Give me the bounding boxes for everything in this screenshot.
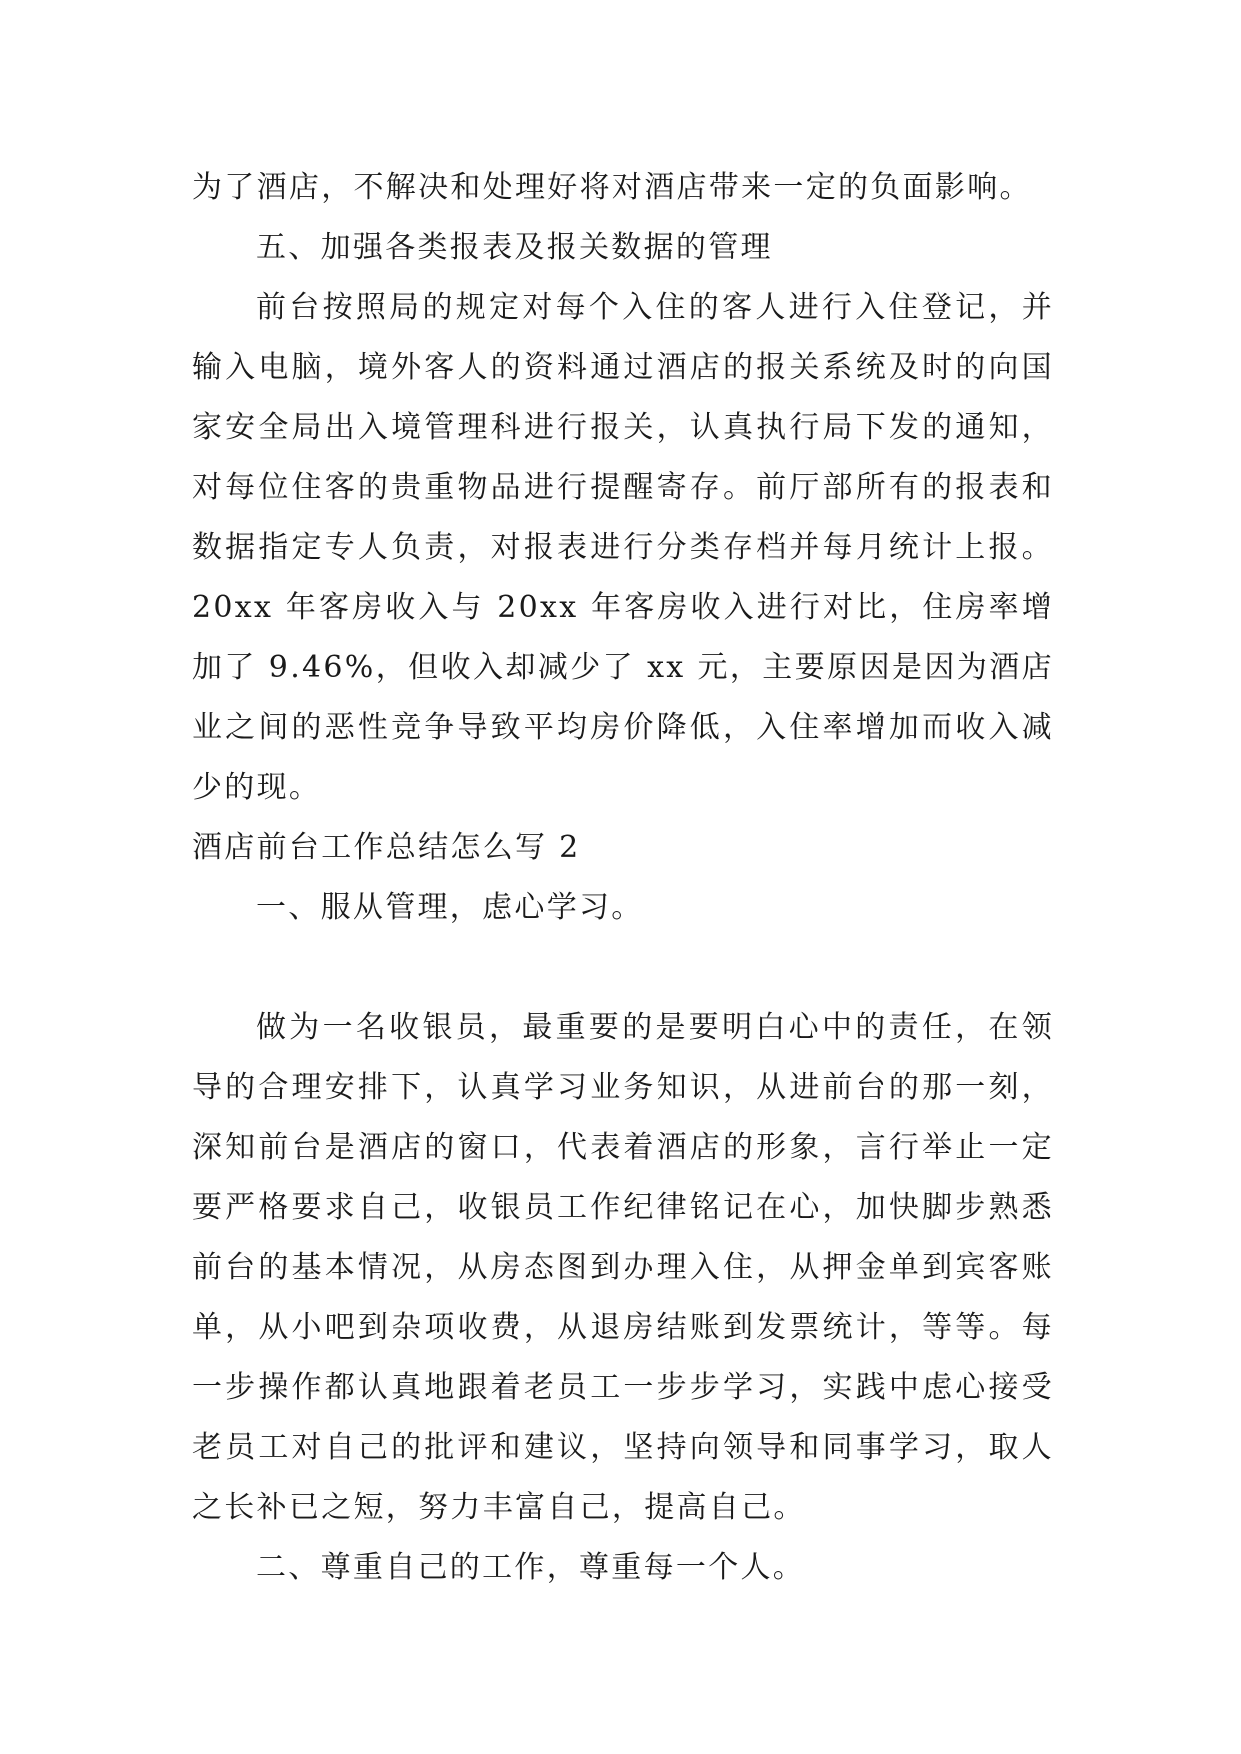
paragraph-continuation: 为了酒店，不解决和处理好将对酒店带来一定的负面影响。: [192, 170, 1032, 205]
section-heading-5: 五、加强各类报表及报关数据的管理: [256, 230, 773, 265]
paragraph-cashier-learning: 做为一名收银员，最重要的是要明白心中的责任，在领导的合理安排下，认真学习业务知识，从进前台的那一刻，深知前台是酒店的窗口，代表着酒店的形象，言行举止一定要严格要求自己，收银员工作纪律铭记在心，加快脚步熟悉前台的基本情况，从房态图到办理入住，从押金单到宾客账单，从小吧到杂项收费，从退房结账到发票统计，等等。每一步操作都认真地跟着老员工一步步学习，实践中虑心接受老员工对自己的批评和建议，坚持向领导和同事学习，取人之长补已之短，努力丰富自己，提高自己。: [192, 1010, 1054, 1525]
blank-line: [192, 938, 1054, 998]
document-subtitle: 酒店前台工作总结怎么写 2: [192, 830, 581, 865]
paragraph-report-management: 前台按照局的规定对每个入住的客人进行入住登记，并输入电脑，境外客人的资料通过酒店的报关系统及时的向国家安全局出入境管理科进行报关，认真执行局下发的通知，对每位住客的贵重物品进行提醒寄存。前厅部所有的报表和数据指定专人负责，对报表进行分类存档并每月统计上报。20xx 年客房收入与 20xx 年客房收入进行对比，住房率增加了 9.46%，但收入却减少了 xx 元，主要原因是因为酒店业之间的恶性竞争导致平均房价降低，入住率增加而收入减少的现。: [192, 290, 1054, 805]
document-body: [192, 158, 1054, 1598]
section-heading-2: 二、尊重自己的工作，尊重每一个人。: [256, 1550, 806, 1585]
section-heading-1: 一、服从管理，虑心学习。: [256, 890, 644, 925]
